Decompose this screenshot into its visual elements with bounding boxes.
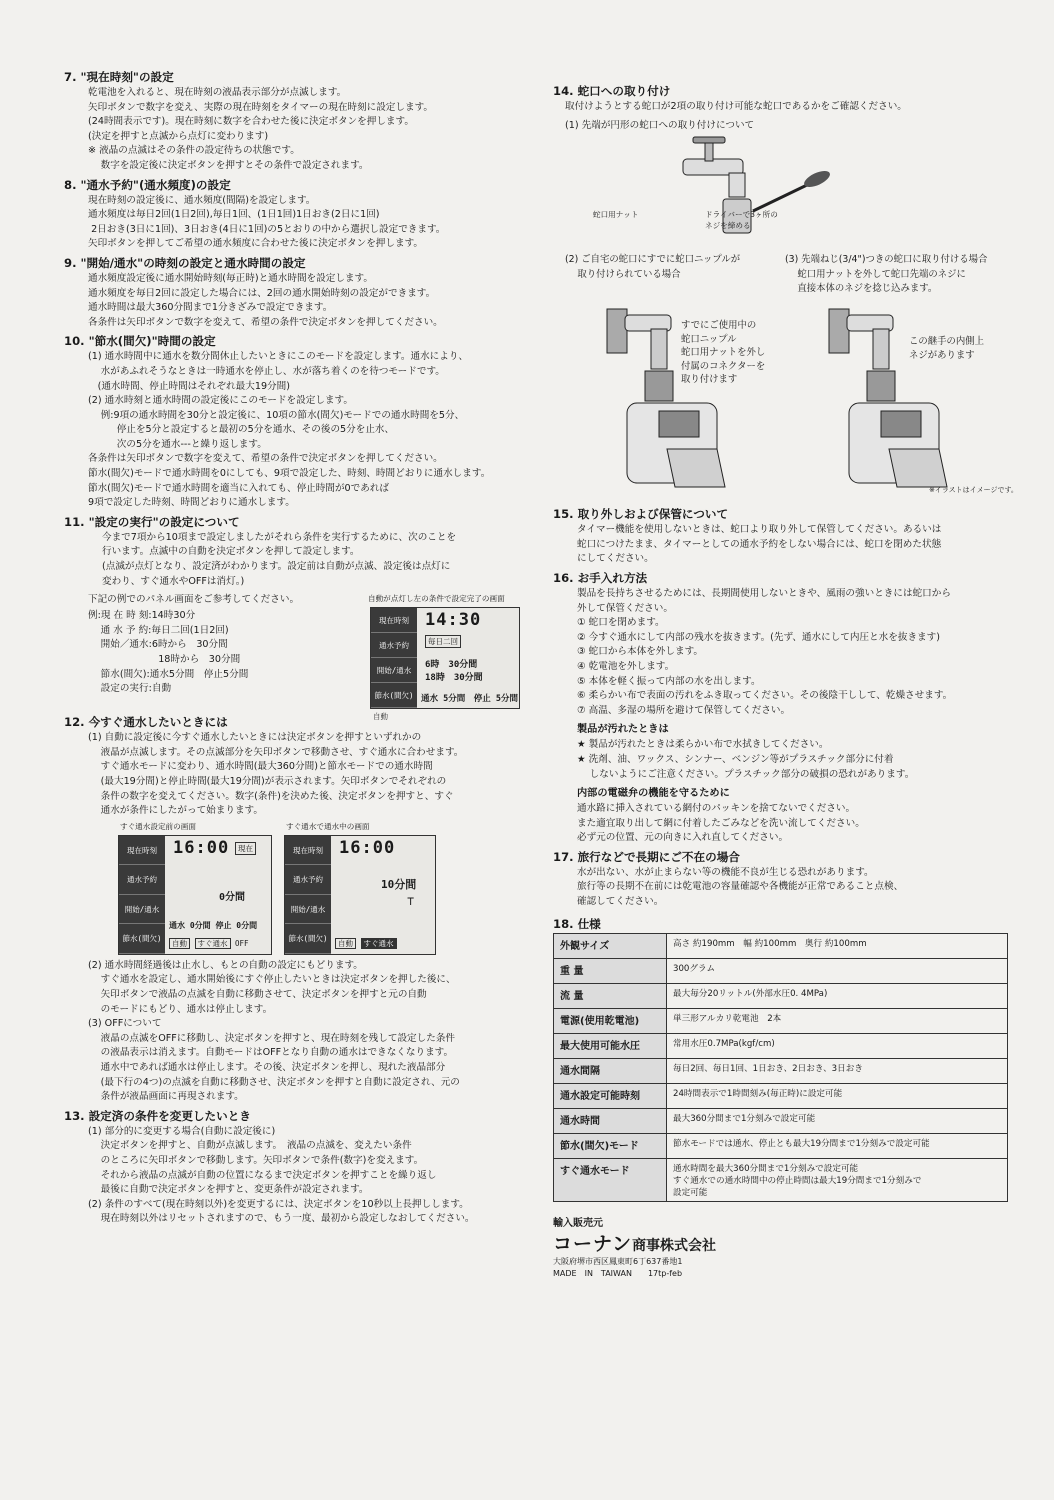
example-list: 例:現 在 時 刻:14時30分 通 水 予 約:毎日二回(1日2回) 開始／通水:6時から 30分間 18時から 30分間 節水(間欠):通水5分間 停止5分間 設定の実行:自動 (88, 610, 249, 695)
lcd3-side-labels (285, 836, 331, 954)
section-16-sub-valve: 内部の電磁弁の機能を守るために (577, 788, 730, 800)
section-16-body: 製品を長持ちさせるためには、長期間使用しないときや、風雨の強いときには蛇口から 外して保管ください。 ① 蛇口を閉めます。 ② 今すぐ通水にして内部の残水を抜きます。(先ず、通水にして内圧と水を抜きます) ③ 蛇口から本体を外します。 ④ 乾電池を外します。 ⑤ 本体を軽く振って内部の水を出します。 ⑥ 柔らかい布で表面の汚れをふき取ってください。その後陰干しして、乾燥させます。 ⑦ 高温、多湿の場所を避けて保管してください。 (577, 587, 953, 716)
spec-key: 通水設定可能時刻 (554, 1083, 667, 1108)
spec-value: 最大毎分20リットル(外部水圧0. 4MPa) (667, 983, 1008, 1008)
faucet-illustration-2-3 (553, 253, 1023, 503)
lcd2-label-reservation: 通水予約 (119, 865, 165, 895)
lcd3-buttons (335, 938, 397, 949)
lcd1-freq: 毎日二回 (425, 635, 461, 648)
lcd1-auto: 自動 (373, 712, 388, 722)
section-7-body: 乾電池を入れると、現在時刻の液晶表示部分が点滅します。 矢印ボタンで数字を変え、実際の現在時刻をタイマーの現在時刻に設定します。 (24時間表示です)。現在時刻に数字を合わせた後に決定ボタンを押します。 (決定を押すと点滅から点灯に変わります) ※ 液晶の点滅はその条件の設定待ちの状態です。 数字を設定後に決定ボタンを押すとその条件で設定されます。 (88, 87, 433, 171)
lcd1-time: 14:30 (425, 610, 482, 631)
lcd3-value: 10分間 (381, 877, 417, 891)
spec-value: 24時間表示で1時間刻み(毎正時)に設定可能 (667, 1083, 1008, 1108)
lcd1-saving: 通水 5分間 停止 5分間 (421, 694, 518, 705)
lcd-side-labels (371, 608, 417, 708)
section-12-title: 12. 今すぐ通水したいときには (64, 715, 228, 730)
spec-row (554, 1033, 1008, 1058)
section-7-title: 7. "現在時刻"の設定 (64, 70, 174, 84)
lcd-label-start: 開始/通水 (371, 658, 417, 683)
faucet-illustration-1 (553, 133, 1023, 253)
section-10-item-2: (2) 通水時刻と通水時間の設定後にこのモードを設定します。 例:9項の通水時間を30分と設定後に、10項の節水(間欠)モードでの通水時間を5分、 停止を5分と設定すると最初の5分を通水、その後の5分を止水、 次の5分を通水---と繰り返します。 (88, 395, 465, 450)
section-17-title: 17. 旅行などで長期にご不在の場合 (553, 849, 740, 864)
lcd2-bottom: 通水 0分間 停止 0分間 (169, 920, 258, 930)
section-12-item-2: (2) 通水時間経過後は止水し、もとの自動の設定にもどります。 すぐ通水を設定し、通水開始後にすぐ停止したいときは決定ボタンを押した後に、 矢印ボタンで液晶の点滅を自動に移動させて、決定ボタンを押すと元の自動 のモードにもどり、通水は停止します。 (88, 959, 456, 1015)
spec-row (554, 1008, 1008, 1033)
spec-key: 通水時間 (554, 1108, 667, 1133)
section-14-case-1: (1) 先端が円形の蛇口への取り付けについて (565, 119, 755, 131)
section-11-body: 今まで7項から10項まで設定しましたがそれら条件を実行するために、次のことを 行います。点滅中の自動を決定ボタンを押して設定します。 (点滅が点灯となり、設定済がわかります。設定前は自動が点滅、設定後は点灯に 変わり、すぐ通水やOFFは消灯。) (102, 531, 457, 587)
section-11-title: 11. "設定の実行"の設定について (64, 514, 240, 529)
spec-row (554, 1133, 1008, 1158)
lcd2-off: OFF (235, 938, 249, 948)
section-14-case-2: (2) ご自宅の蛇口にすでに蛇口ニップルが 取り付けられている場合 (565, 254, 741, 280)
spec-value: 300グラム (667, 958, 1008, 983)
spec-value: 単三形アルカリ乾電池 2本 (667, 1008, 1008, 1033)
lcd2-buttons (169, 938, 249, 949)
section-8-body: 現在時刻の設定後に、通水頻度(間隔)を設定します。 通水頻度は毎日2回(1日2回),毎日1回、(1日1回)1日おき(2日に1回) 2日おき(3日に1回)、3日おき(4日に1回)の5とおりの中から選択し設定できます。 矢印ボタンを押してご希望の通水頻度に合わせた後に決定ボタンを押します。 (88, 194, 446, 250)
lcd2-side-labels (119, 836, 165, 954)
spec-value: 通水時間を最大360分間まで1分刻みで設定可能 すぐ通水での通水時間中の停止時間は最大19分間まで1分刻みで 設定可能 (667, 1158, 1008, 1201)
spec-row (554, 933, 1008, 958)
label-thread-note: この継手の内側上 ネジがあります (909, 336, 985, 361)
left-column (64, 66, 534, 1227)
spec-key: 通水間隔 (554, 1058, 667, 1083)
spec-key: すぐ通水モード (554, 1158, 667, 1201)
lcd-panel-auto (370, 607, 520, 722)
section-16-title: 16. お手入れ方法 (553, 570, 648, 585)
section-9-title: 9. "開始/通水"の時刻の設定と通水時間の設定 (64, 255, 306, 270)
section-18-title: 18. 仕様 (553, 916, 601, 931)
timer-on-threaded-faucet-icon (819, 299, 959, 489)
lcd-label-current-time: 現在時刻 (371, 608, 417, 633)
lcd2-time: 16:00 (173, 837, 230, 858)
section-17-body: 水が出ない、水が止まらない等の機能不良が生じる恐れがあります。 旅行等の長期不在前には乾電池の容量確認や各機能が正常であること点検、 確認してください。 (577, 866, 904, 908)
example-ref: 下記の例でのパネル画面をご参考してください。 (88, 594, 300, 606)
spec-row (554, 958, 1008, 983)
lcd3-label-current-time: 現在時刻 (285, 836, 331, 866)
lcd2-auto: 自動 (169, 938, 190, 949)
spec-key: 重 量 (554, 958, 667, 983)
section-14-case-3: (3) 先端ねじ(3/4")つきの蛇口に取り付ける場合 蛇口用ナットを外して蛇口先端のネジに 直接本体のネジを捻じ込みます。 (785, 254, 988, 295)
spec-key: 流 量 (554, 983, 667, 1008)
section-12-item-3: (3) OFFについて 液晶の点滅をOFFに移動し、決定ボタンを押すと、現在時刻を残して設定した条件 の液晶表示は消えます。自動モードはOFFとなり自動の通水はできなくなります。 通水中であれば通水は停止します。その後、決定ボタンを押し、現れた液晶部分 (最下行の4つ)の点滅を自動に移動させ、決定ボタンを押すと自動に設定され、元の 条件が液晶画面に再現されます。 (88, 1018, 460, 1103)
section-11-example (64, 593, 534, 722)
lcd-panel-watering (284, 835, 436, 955)
spec-key: 節水(間欠)モード (554, 1133, 667, 1158)
label-faucet-nut: 蛇口用ナット (593, 210, 639, 220)
section-16-valve-body: 通水路に挿入されている網付のパッキンを捨てないでください。 また適宜取り出して網に付着したごみなどを洗い流してください。 必ず元の位置、元の向きに入れ直してください。 (577, 803, 865, 844)
lcd3-time: 16:00 (339, 837, 396, 858)
spec-key: 最大使用可能水圧 (554, 1033, 667, 1058)
lcd1-run2: 18時 30分間 (425, 673, 483, 684)
spec-row (554, 1058, 1008, 1083)
lcd2-now: すぐ通水 (195, 938, 231, 949)
section-13-body: (1) 部分的に変更する場合(自動に設定後に) 決定ボタンを押すと、自動が点滅します。 液晶の点滅を、変えたい条件 のところに矢印ボタンで移動します。矢印ボタンで条件(数字)を変えます。 それから液晶の点滅が自動の位置になるまで決定ボタンを押すことを繰り返し 最後に自動で決定ボタンを押すと、変更条件が設定されます。 (2) 条件のすべて(現在時刻以外)を変更するには、決定ボタンを10秒以上長押しします。 現在時刻以外はリセットされますので、もう一度、最初から設定しなおしてください。 (88, 1125, 475, 1225)
section-14-title: 14. 蛇口への取り付け (553, 84, 671, 98)
spec-value: 常用水圧0.7MPa(kgf/cm) (667, 1033, 1008, 1058)
lcd-label-saving: 節水(間欠) (371, 683, 417, 708)
spec-key: 外観サイズ (554, 933, 667, 958)
footer (553, 1214, 1023, 1280)
lcd2-label-saving: 節水(間欠) (119, 924, 165, 954)
section-16-sub-dirty: 製品が汚れたときは (577, 724, 669, 736)
lcd3-label-start: 開始/通水 (285, 895, 331, 925)
lcd-panel-before (118, 835, 272, 955)
section-15-title: 15. 取り外しおよび保管について (553, 507, 729, 522)
lcd2-label-start: 開始/通水 (119, 895, 165, 925)
made-in: MADE IN TAIWAN 17tp-feb (553, 1268, 683, 1278)
spec-value: 節水モードでは通水、停止とも最大19分間まで1分刻みで設定可能 (667, 1133, 1008, 1158)
lcd2-tag: 現在 (235, 842, 256, 855)
lcd2-label-current-time: 現在時刻 (119, 836, 165, 866)
footer-label: 輸入販売元 (553, 1217, 603, 1229)
company-name (553, 1229, 1023, 1256)
illustration-note: ※イラストはイメージです。 (929, 486, 1018, 495)
spec-value: 毎日2回、毎日1回、1日おき、2日おき、3日おき (667, 1058, 1008, 1083)
label-driver: ドライバーで3ヶ所の ネジを締める (705, 210, 778, 231)
section-8-title: 8. "通水予約"(通水頻度)の設定 (64, 177, 231, 192)
spec-row (554, 1083, 1008, 1108)
section-10-item-1: (1) 通水時間中に通水を数分間休止したいときにこのモードを設定します。通水により、 水があふれそうなときは一時通水を停止し、水が落ち着くのを待つモードです。 (通水時間、停止時間はそれぞれ最大19分間) (88, 351, 469, 392)
spec-key: 電源(使用乾電池) (554, 1008, 667, 1033)
company-address: 大阪府堺市西区鳳東町6丁637番地1 (553, 1256, 683, 1266)
section-10-notes: 各条件は矢印ボタンで数字を変えて、希望の条件で決定ボタンを押してください。 節水(間欠)モードで通水時間を0にしても、9項で設定した、時刻、時間どおりに通水します。 節水(間欠)モードで通水時間を適当に入れても、停止時間が0であれば 9項で設定した時刻、時間どおりに通水します。 (88, 453, 491, 509)
round-faucet-icon (593, 133, 893, 251)
lcd3-label-reservation: 通水予約 (285, 865, 331, 895)
section-16-dirty-body: ★ 製品が汚れたときは柔らかい布で水拭きしてください。 ★ 洗剤、油、ワックス、シンナー、ベンジン等がプラスチック部分に付着 しないようにご注意ください。プラスチック部分の破損の恐れがあります。 (577, 739, 915, 780)
spec-row (554, 1158, 1008, 1201)
lcd3-caption: すぐ通水で通水中の画面 (286, 821, 370, 831)
spec-table (553, 933, 1008, 1202)
section-12-lcds (64, 819, 534, 959)
lcd2-value: 0分間 (219, 891, 246, 903)
lcd3-now: すぐ通水 (361, 938, 397, 949)
spec-value: 高さ 約190mm 幅 約100mm 奥行 約100mm (667, 933, 1008, 958)
spec-value: 最大360分間まで1分刻みで設定可能 (667, 1108, 1008, 1133)
spec-row (554, 983, 1008, 1008)
lcd1-caption: 自動が点灯し左の条件で設定完了の画面 (368, 594, 505, 604)
right-column (553, 80, 1023, 1280)
section-14-intro: 取付けようとする蛇口が2項の取り付け可能な蛇口であるかをご確認ください。 (565, 101, 907, 112)
lcd3-auto: 自動 (335, 938, 356, 949)
label-nipple-note: すでにご使用中の 蛇口ニップル 蛇口用ナットを外し 付属のコネクターを 取り付けます (681, 320, 766, 386)
lcd2-caption: すぐ通水設定前の画面 (120, 821, 196, 831)
lcd3-label-saving: 節水(間欠) (285, 924, 331, 954)
company-suffix: 商事株式会社 (632, 1237, 717, 1254)
section-15-body: タイマー機能を使用しないときは、蛇口より取り外して保管してください。あるいは 蛇口につけたまま、タイマーとしての通水予約をしない場合には、蛇口を閉めた状態 にしてください。 (577, 524, 942, 565)
section-9-body: 通水頻度設定後に通水開始時刻(毎正時)と通水時間を設定します。 通水頻度を毎日2回に設定した場合には、2回の通水開始時刻の設定ができます。 通水時間は最大360分間まで1分きざみで設定できます。 各条件は矢印ボタンで数字を変えて、希望の条件で決定ボタンを押してください。 (88, 272, 443, 328)
lcd1-run1: 6時 30分間 (425, 660, 478, 671)
lcd-label-reservation: 通水予約 (371, 633, 417, 658)
spec-row (554, 1108, 1008, 1133)
brand-logo: コーナン (553, 1232, 633, 1255)
section-10-title: 10. "節水(間欠)"時間の設定 (64, 334, 216, 349)
section-12-item-1: (1) 自動に設定後に今すぐ通水したいときには決定ボタンを押すといずれかの 液晶が点滅します。その点滅部分を矢印ボタンで移動させ、すぐ通水に合わせます。 すぐ通水モードに変わり、通水時間(最大360分間)と節水モードでの通水時間 (最大19分間)と停止時間(最大19分間)が表示されます。矢印ボタンでそれぞれの 条件の数字を変えてください。数字(条件)を決めた後、決定ボタンを押すと、すぐ 通水が条件にしたがって始まります。 (88, 732, 464, 817)
faucet-drop-icon: ⊤ (407, 893, 415, 908)
section-13-title: 13. 設定済の条件を変更したいとき (64, 1108, 251, 1123)
